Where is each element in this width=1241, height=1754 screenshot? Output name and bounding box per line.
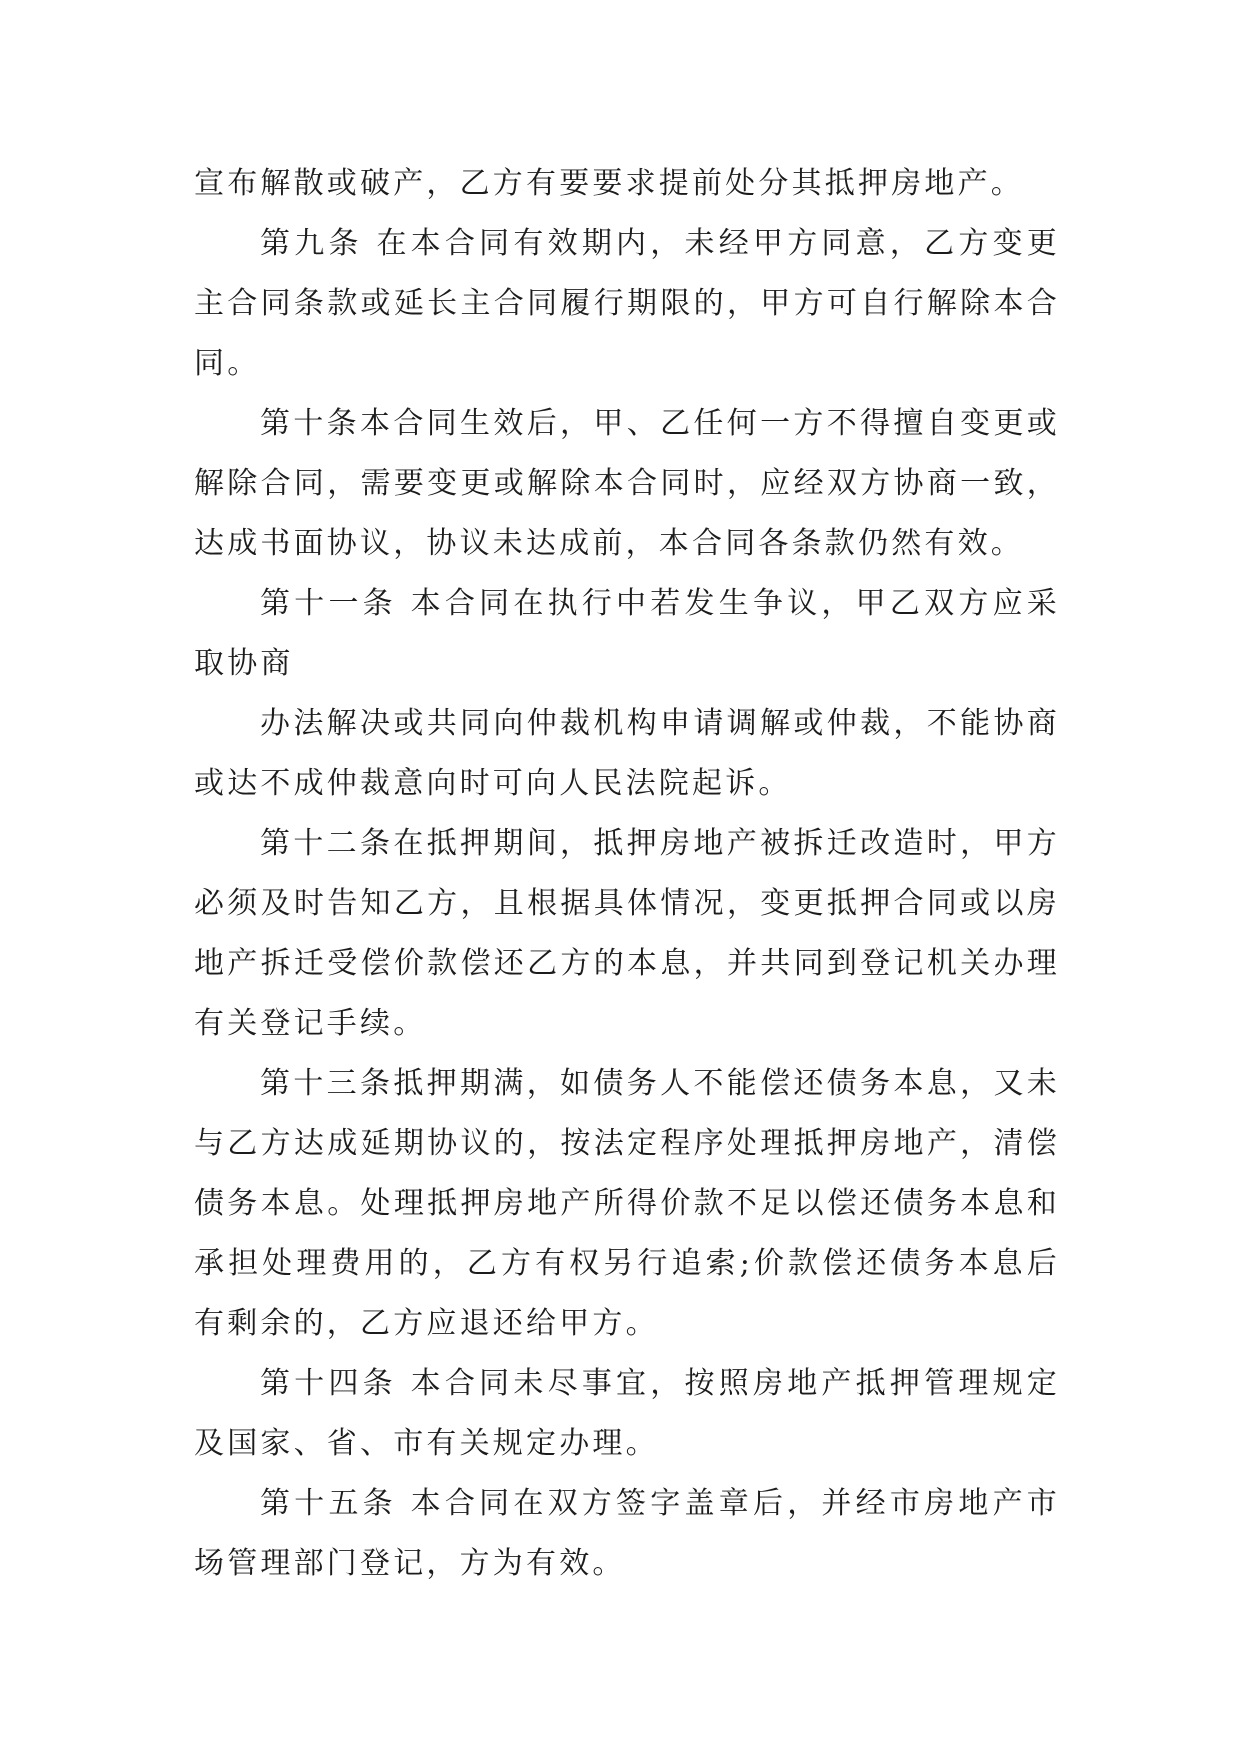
paragraph-line: 第十一条 本合同在执行中若发生争议，甲乙双方应采 [260,586,1060,621]
paragraph-line: 承担处理费用的，乙方有权另行追索;价款偿还债务本息后 [194,1246,1060,1281]
paragraph-line: 同。 [194,346,261,381]
paragraph-continuation [194,154,1060,214]
paragraph-line: 及国家、省、市有关规定办理。 [194,1426,659,1461]
paragraph-line: 第九条 在本合同有效期内，未经甲方同意，乙方变更 [260,226,1060,261]
paragraph-line: 第十三条抵押期满，如债务人不能偿还债务本息，又未 [260,1066,1060,1101]
paragraph-line: 场管理部门登记，方为有效。 [194,1546,626,1581]
clause-9 [194,214,1060,394]
clause-14 [194,1354,1060,1474]
paragraph-line: 有关登记手续。 [194,1006,427,1041]
paragraph-line: 主合同条款或延长主合同履行期限的，甲方可自行解除本合 [194,286,1060,321]
clause-13 [194,1054,1060,1354]
paragraph-line: 有剩余的，乙方应退还给甲方。 [194,1306,659,1341]
paragraph-line: 达成书面协议，协议未达成前，本合同各条款仍然有效。 [194,526,1024,561]
paragraph-line: 或达不成仲裁意向时可向人民法院起诉。 [194,766,792,801]
clause-12 [194,814,1060,1054]
paragraph-line: 债务本息。处理抵押房地产所得价款不足以偿还债务本息和 [194,1186,1060,1221]
clause-11-continuation [194,694,1060,814]
paragraph-line: 第十二条在抵押期间，抵押房地产被拆迁改造时，甲方 [260,826,1060,861]
clause-15 [194,1474,1060,1594]
paragraph-line: 第十四条 本合同未尽事宜，按照房地产抵押管理规定 [260,1366,1060,1401]
paragraph-line: 取协商 [194,646,294,681]
paragraph-line: 必须及时告知乙方，且根据具体情况，变更抵押合同或以房 [194,886,1060,921]
paragraph-line: 第十条本合同生效后，甲、乙任何一方不得擅自变更或 [260,406,1060,441]
paragraph-line: 与乙方达成延期协议的，按法定程序处理抵押房地产，清偿 [194,1126,1060,1161]
document-body [194,154,1060,1594]
clause-10 [194,394,1060,574]
paragraph-line: 解除合同，需要变更或解除本合同时，应经双方协商一致， [194,466,1060,501]
paragraph-line: 第十五条 本合同在双方签字盖章后，并经市房地产市 [260,1486,1060,1521]
paragraph-line: 地产拆迁受偿价款偿还乙方的本息，并共同到登记机关办理 [194,946,1060,981]
paragraph-line: 宣布解散或破产，乙方有要要求提前处分其抵押房地产。 [194,166,1024,201]
clause-11 [194,574,1060,694]
paragraph-line: 办法解决或共同向仲裁机构申请调解或仲裁，不能协商 [260,706,1060,741]
